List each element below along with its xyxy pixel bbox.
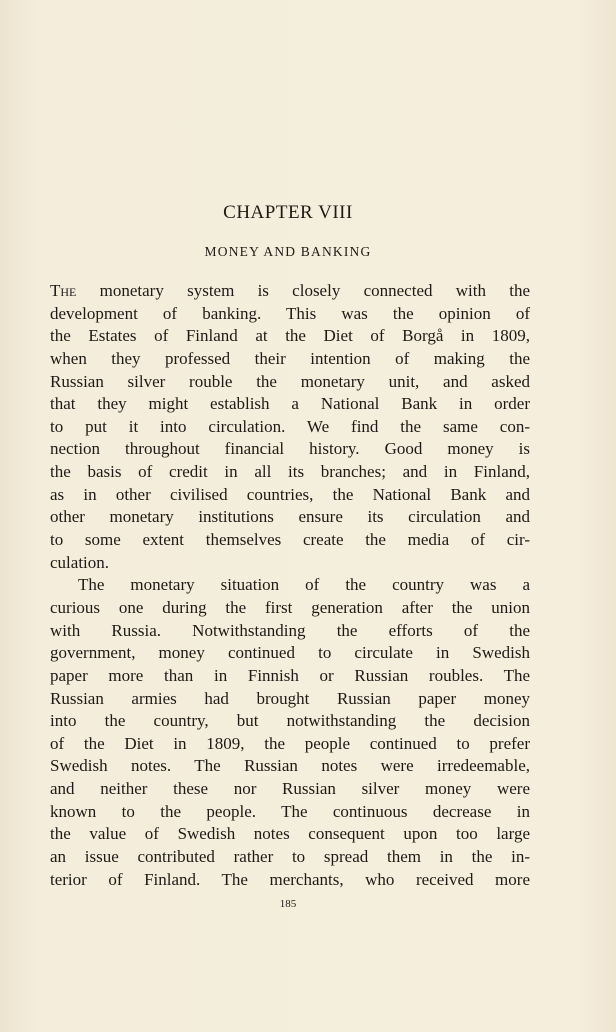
- paragraph-1-line-9: the basis of credit in all its branches; and in Finland,: [50, 462, 530, 482]
- paragraph-1-line-12: to some extent themselves create the media of cir-: [50, 530, 530, 550]
- paragraph-2-line-13: an issue contributed rather to spread them in the in-: [50, 847, 530, 867]
- chapter-subtitle: MONEY AND BANKING: [204, 244, 372, 259]
- paragraph-1-line-2: development of banking. This was the opinion of: [50, 303, 530, 323]
- paragraph-2-line-3: with Russia. Notwithstanding the efforts of the: [50, 620, 530, 640]
- paragraph-2-line-2: curious one during the first generation after the union: [50, 597, 530, 617]
- paragraph-1-line-5: Russian silver rouble the monetary unit, and asked: [50, 371, 530, 391]
- paragraph-1-line-1-text: monetary system is closely connected with the: [76, 281, 530, 300]
- paragraph-2-line-7: into the country, but notwithstanding the decision: [50, 711, 530, 731]
- page-number: 185: [279, 898, 297, 910]
- paragraph-2-line-8: of the Diet in 1809, the people continued to prefer: [50, 733, 530, 753]
- paragraph-2-line-12: the value of Swedish notes consequent upon too large: [50, 824, 530, 844]
- paragraph-2-line-1: The monetary situation of the country was a: [78, 575, 530, 595]
- paragraph-1-line-4: when they professed their intention of making the: [50, 348, 530, 368]
- paragraph-2-line-11: known to the people. The continuous decrease in: [50, 801, 530, 821]
- paragraph-1-line-3: the Estates of Finland at the Diet of Borgå in 1809,: [50, 326, 530, 346]
- paragraph-1-line-6: that they might establish a National Bank in order: [50, 394, 530, 414]
- paragraph-1-line-7: to put it into circulation. We find the same con-: [50, 416, 530, 436]
- chapter-title: CHAPTER VIII: [223, 202, 353, 223]
- body-text: [50, 280, 530, 891]
- paragraph-1-line-1: [50, 280, 530, 303]
- paragraph-1-line-8: nection throughout financial history. Good money is: [50, 439, 530, 459]
- paragraph-1-line-10: as in other civilised countries, the National Bank and: [50, 484, 530, 504]
- paragraph-1-line-11: other monetary institutions ensure its circulation and: [50, 507, 530, 527]
- paragraph-2-line-10: and neither these nor Russian silver money were: [50, 779, 530, 799]
- paragraph-2-line-4: government, money continued to circulate in Swedish: [50, 643, 530, 663]
- paragraph-2-line-6: Russian armies had brought Russian paper money: [50, 688, 530, 708]
- lead-word: The: [50, 281, 77, 300]
- paragraph-2-line-5: paper more than in Finnish or Russian roubles. The: [50, 665, 530, 685]
- paragraph-2-line-14: terior of Finland. The merchants, who received more: [50, 869, 530, 889]
- paragraph-1-line-13: culation.: [50, 552, 110, 572]
- paragraph-2-line-9: Swedish notes. The Russian notes were irredeemable,: [50, 756, 530, 776]
